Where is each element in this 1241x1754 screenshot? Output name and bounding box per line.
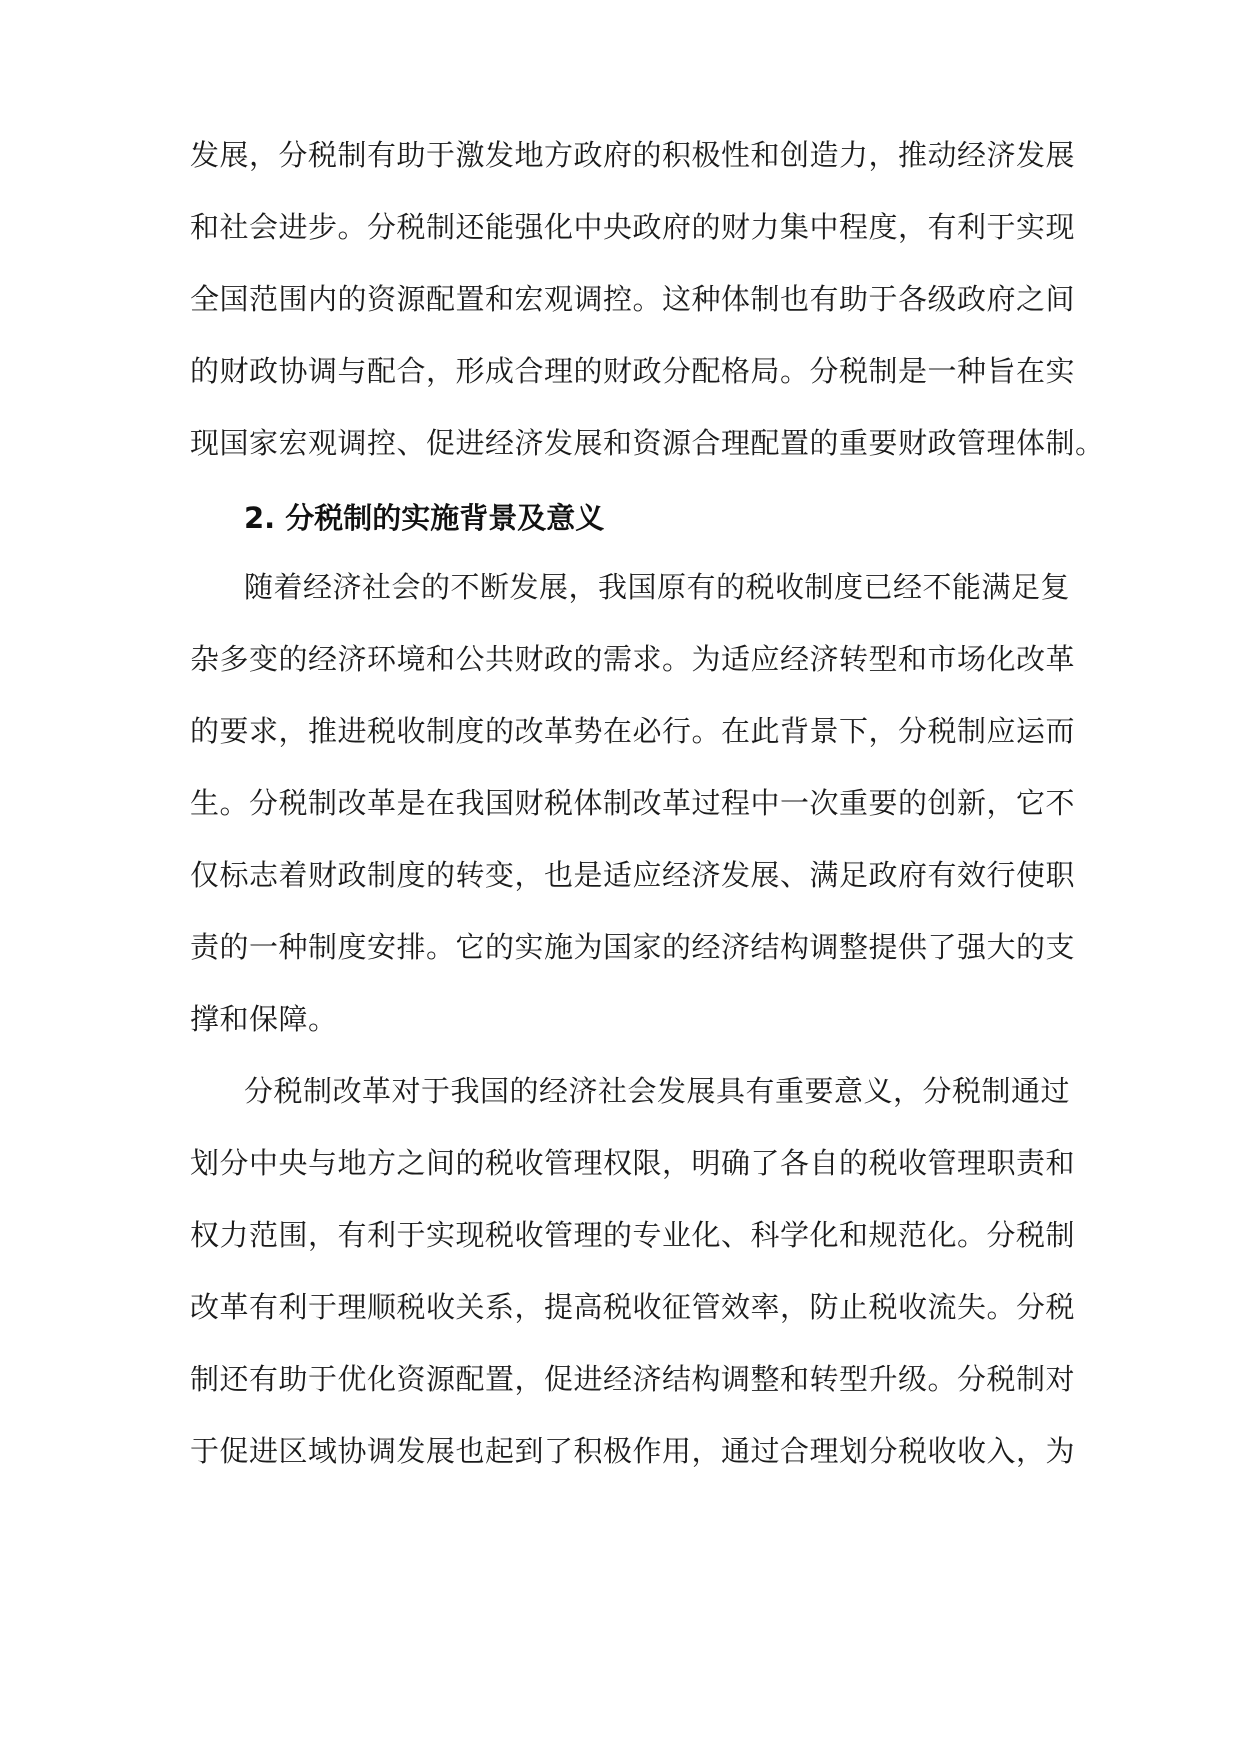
paragraph-line: 于促进区域协调发展也起到了积极作用，通过合理划分税收收入，为 — [190, 1434, 1076, 1468]
paragraph-line: 的要求，推进税收制度的改革势在必行。在此背景下，分税制应运而 — [190, 714, 1076, 748]
paragraph-line: 和社会进步。分税制还能强化中央政府的财力集中程度，有利于实现 — [190, 210, 1076, 244]
paragraph-line: 制还有助于优化资源配置，促进经济结构调整和转型升级。分税制对 — [190, 1362, 1076, 1396]
paragraph-line: 仅标志着财政制度的转变，也是适应经济发展、满足政府有效行使职 — [190, 858, 1076, 892]
paragraph-line: 现国家宏观调控、促进经济发展和资源合理配置的重要财政管理体制。 — [190, 426, 1105, 460]
paragraph-line: 生。分税制改革是在我国财税体制改革过程中一次重要的创新，它不 — [190, 786, 1076, 820]
paragraph-line: 随着经济社会的不断发展，我国原有的税收制度已经不能满足复 — [244, 570, 1071, 604]
paragraph-line: 责的一种制度安排。它的实施为国家的经济结构调整提供了强大的支 — [190, 930, 1076, 964]
paragraph-line: 的财政协调与配合，形成合理的财政分配格局。分税制是一种旨在实 — [190, 354, 1076, 388]
paragraph-line: 权力范围，有利于实现税收管理的专业化、科学化和规范化。分税制 — [190, 1218, 1076, 1252]
paragraph-line: 划分中央与地方之间的税收管理权限，明确了各自的税收管理职责和 — [190, 1146, 1076, 1180]
paragraph-line: 杂多变的经济环境和公共财政的需求。为适应经济转型和市场化改革 — [190, 642, 1076, 676]
section-heading: 2. 分税制的实施背景及意义 — [244, 501, 605, 535]
paragraph-line: 全国范围内的资源配置和宏观调控。这种体制也有助于各级政府之间 — [190, 282, 1076, 316]
paragraph-line: 分税制改革对于我国的经济社会发展具有重要意义，分税制通过 — [244, 1074, 1071, 1108]
paragraph-line: 发展，分税制有助于激发地方政府的积极性和创造力，推动经济发展 — [190, 138, 1076, 172]
paragraph-line: 撑和保障。 — [190, 1002, 338, 1036]
paragraph-line: 改革有利于理顺税收关系，提高税收征管效率，防止税收流失。分税 — [190, 1290, 1076, 1324]
